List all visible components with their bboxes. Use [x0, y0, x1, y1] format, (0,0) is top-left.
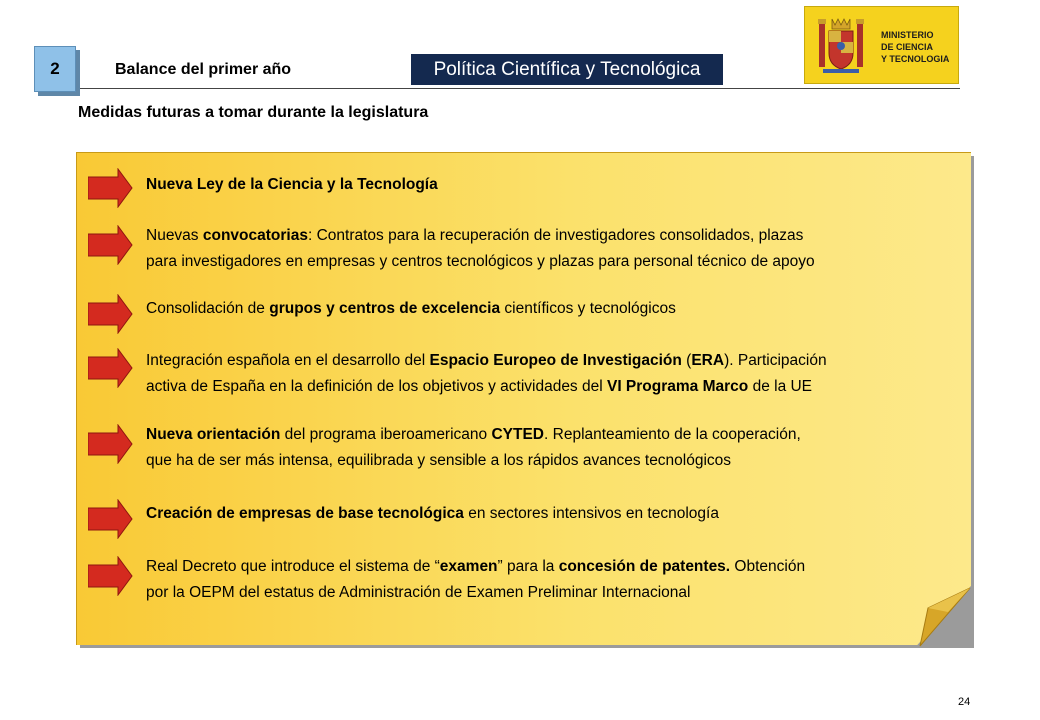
emphasis-text: Nueva orientación [146, 426, 281, 443]
body-text: que ha de ser más intensa, equilibrada y sensible a los rápidos avances tecnológicos [146, 452, 732, 469]
list-item-line [146, 501, 719, 527]
logo-line-1: MINISTERIO [881, 30, 934, 40]
red-arrow-icon [88, 556, 134, 596]
red-arrow-icon [88, 168, 134, 208]
body-text: por la OEPM del estatus de Administración de Examen Preliminar Internacional [146, 584, 691, 601]
body-text: para investigadores en empresas y centros tecnológicos y plazas para personal técnico de apoyo [146, 253, 815, 270]
body-text: Consolidación de [146, 300, 270, 317]
emphasis-text: VI Programa Marco [606, 378, 749, 395]
body-text: Nuevas [146, 227, 203, 244]
body-text: del programa iberoamericano [280, 426, 492, 443]
red-arrow-icon [88, 499, 134, 539]
body-text: Obtención [730, 558, 806, 575]
logo-line-2: DE CIENCIA [881, 42, 934, 52]
list-item-text [146, 348, 827, 400]
emphasis-text: ERA [691, 352, 725, 369]
topic-label: Política Científica y Tecnológica [433, 58, 701, 80]
emphasis-text: convocatorias [202, 227, 308, 244]
list-item-line [146, 422, 801, 448]
logo-line-3: Y TECNOLOGIA [881, 54, 950, 64]
red-arrow-icon [88, 424, 134, 464]
body-text: en sectores intensivos en tecnología [463, 505, 719, 522]
list-item-text [146, 172, 438, 198]
list-item-line [146, 348, 827, 374]
body-text: : Contratos para la recuperación de investigadores consolidados, plazas [307, 227, 804, 244]
header-divider [80, 88, 960, 89]
list-item-text [146, 422, 801, 474]
red-arrow-icon [88, 294, 134, 334]
body-text: ” para la [497, 558, 559, 575]
body-text: científicos y tecnológicos [500, 300, 676, 317]
list-item-line [146, 223, 815, 249]
emphasis-text: examen [439, 558, 498, 575]
emphasis-text: grupos y centros de excelencia [269, 300, 501, 317]
list-item-line [146, 249, 815, 275]
ministry-logo [804, 6, 959, 84]
list-item-line [146, 374, 827, 400]
page-curl-icon [918, 586, 974, 648]
emphasis-text: Nueva Ley de la Ciencia y la Tecnología [146, 176, 438, 193]
list-item-line [146, 554, 805, 580]
topic-banner [411, 54, 723, 85]
body-text: de la UE [748, 378, 813, 395]
coat-of-arms-icon [815, 13, 867, 77]
page-number: 24 [958, 696, 971, 708]
body-text: activa de España en la definición de los objetivos y actividades del [146, 378, 607, 395]
body-text: ). Participación [724, 352, 827, 369]
emphasis-text: Creación de empresas de base tecnológica [146, 505, 464, 522]
body-text: . Replanteamiento de la cooperación, [544, 426, 801, 443]
list-item-line [146, 296, 676, 322]
list-item-text [146, 501, 719, 527]
list-item-text [146, 554, 805, 606]
red-arrow-icon [88, 348, 134, 388]
logo-text [881, 29, 957, 65]
emphasis-text: Espacio Europeo de Investigación [429, 352, 682, 369]
section-number: 2 [50, 59, 60, 78]
body-text: Integración española en el desarrollo del [146, 352, 430, 369]
section-number-box [34, 46, 76, 92]
list-item-text [146, 296, 676, 322]
page-subtitle: Medidas futuras a tomar durante la legislatura [78, 104, 429, 121]
list-item-line [146, 448, 801, 474]
section-title: Balance del primer año [115, 61, 292, 78]
list-item-line [146, 172, 438, 198]
list-item-line [146, 580, 805, 606]
red-arrow-icon [88, 225, 134, 265]
body-text: ( [681, 352, 692, 369]
emphasis-text: concesión de patentes. [558, 558, 731, 575]
list-item-text [146, 223, 815, 275]
body-text: Real Decreto que introduce el sistema de “ [146, 558, 440, 575]
emphasis-text: CYTED [491, 426, 545, 443]
